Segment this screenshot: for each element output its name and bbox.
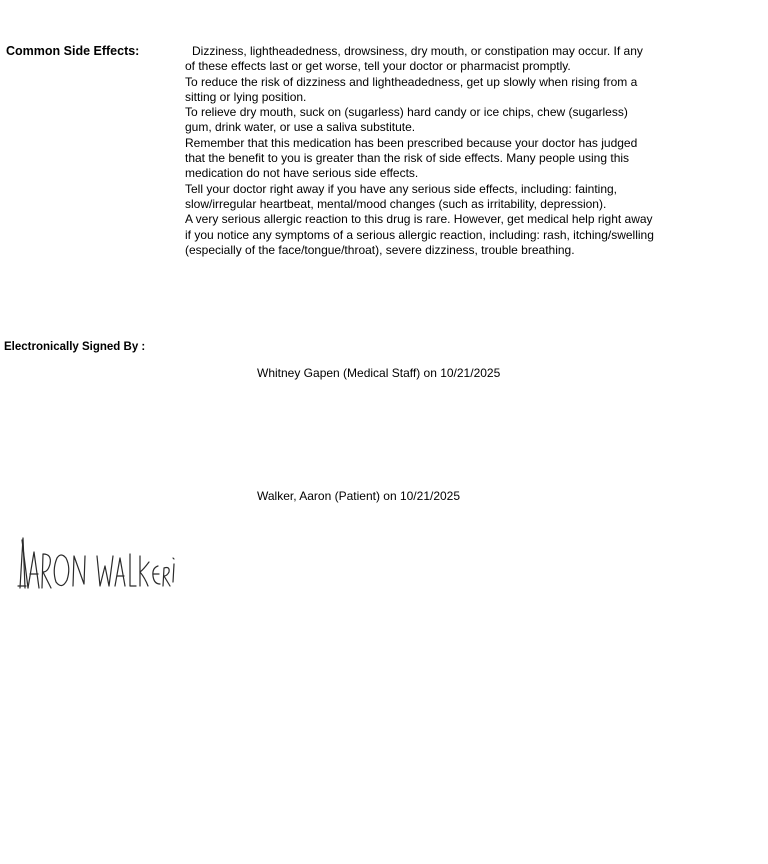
side-effects-paragraph: Remember that this medication has been prescribed because your doctor has judged that the benefit to you is greater than the risk of side effects. Many people using this medication do not have serious side effects. [185, 135, 638, 181]
side-effects-label: Common Side Effects: [6, 44, 140, 58]
side-effects-paragraph: Dizziness, lightheadedness, drowsiness, dry mouth, or constipation may occur. If any of these effects last or get worse, tell your doctor or pharmacist promptly. [185, 44, 643, 74]
signed-by-label: Electronically Signed By : [4, 341, 146, 353]
side-effects-text [185, 44, 655, 258]
side-effects-paragraph: Tell your doctor right away if you have any serious side effects, including: fainting, slow/irregular heartbeat, mental/mood changes (such as irritability, depression). [185, 181, 618, 211]
staff-signature-line: Whitney Gapen (Medical Staff) on 10/21/2025 [257, 366, 501, 380]
handwritten-signature [12, 528, 182, 598]
patient-signature-line: Walker, Aaron (Patient) on 10/21/2025 [257, 489, 461, 503]
side-effects-paragraph: To relieve dry mouth, suck on (sugarless) hard candy or ice chips, chew (sugarless) gum, drink water, or use a saliva substitute. [185, 105, 628, 135]
side-effects-paragraph: To reduce the risk of dizziness and lightheadedness, get up slowly when rising from a sitting or lying position. [185, 74, 638, 104]
side-effects-paragraph: A very serious allergic reaction to this drug is rare. However, get medical help right away if you notice any symptoms of a serious allergic reaction, including: rash, itching/swelling (especially of the face/tongue/throat), severe dizziness, trouble breathing. [185, 212, 654, 257]
